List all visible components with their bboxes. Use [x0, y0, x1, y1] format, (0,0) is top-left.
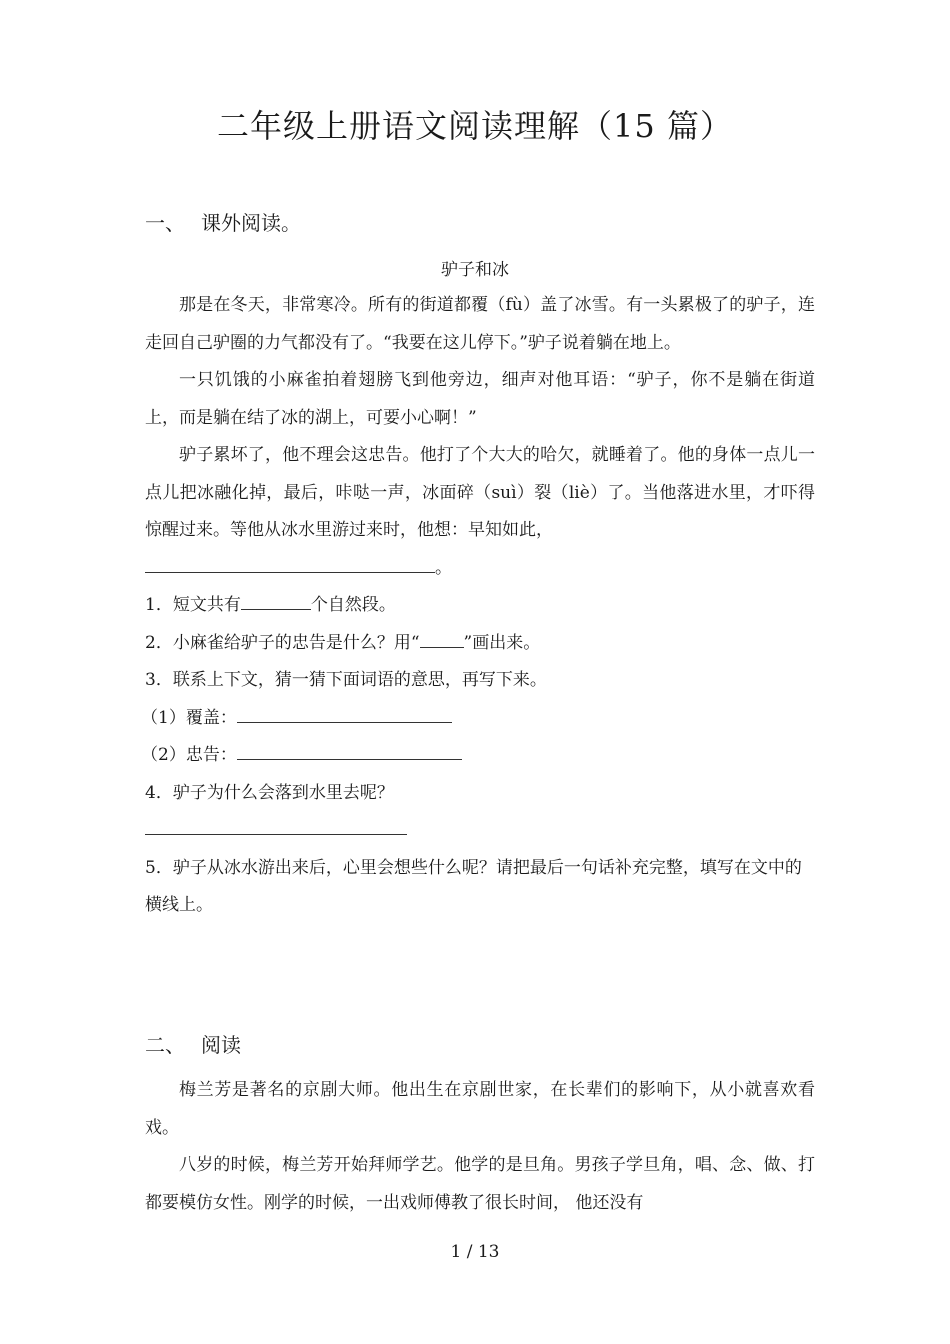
- question-3a: [141, 700, 815, 738]
- section-2-passage: [145, 1072, 815, 1222]
- question-5: 5．驴子从冰水游出来后，心里会想些什么呢？请把最后一句话补充完整，填写在文中的横线上。: [145, 857, 802, 915]
- section-2-paragraph-2: 八岁的时候，梅兰芳开始拜师学艺。他学的是旦角。男孩子学旦角，唱、念、做、打都要模仿女性。刚学的时候，一出戏师傅教了很长时间， 他还没有: [145, 1155, 815, 1213]
- fill-in-blank-ending[interactable]: [145, 552, 435, 573]
- document-title: 二年级上册语文阅读理解（15 篇）: [217, 107, 733, 145]
- question-2-suffix: ”画出来。: [463, 632, 541, 653]
- question-3b: [141, 737, 815, 775]
- question-4: 4．驴子为什么会落到水里去呢？: [145, 782, 394, 803]
- section-2-title: 阅读: [201, 1033, 241, 1057]
- passage-paragraph-2: 一只饥饿的小麻雀拍着翅膀飞到他旁边，细声对他耳语：“驴子，你不是躺在街道上，而是躺在结了冰的湖上，可要小心啊！”: [145, 370, 815, 428]
- question-3b-label: （2）忠告：: [141, 745, 237, 765]
- question-3b-blank[interactable]: [237, 739, 462, 760]
- question-1-prefix: 1．短文共有: [145, 595, 241, 615]
- passage-end-mark: 。: [435, 557, 452, 578]
- passage-blank-line: [145, 550, 815, 588]
- question-1-suffix: 个自然段。: [310, 595, 396, 615]
- passage-paragraph-1: 那是在冬天，非常寒冷。所有的街道都覆（fù）盖了冰雪。有一头累极了的驴子，连走回自己驴圈的力气都没有了。“我要在这儿停下。”驴子说着躺在地上。: [145, 295, 815, 353]
- question-3a-blank[interactable]: [237, 702, 452, 723]
- question-2-prefix: 2．小麻雀给驴子的忠告是什么？用“: [145, 632, 420, 653]
- question-3: 3．联系上下文，猜一猜下面词语的意思，再写下来。: [145, 670, 547, 690]
- question-2-blank[interactable]: [420, 627, 464, 648]
- section-1-number: 一、: [145, 211, 185, 235]
- question-3a-label: （1）覆盖：: [141, 707, 237, 728]
- section-1-heading: [145, 208, 301, 238]
- question-1: [145, 587, 815, 625]
- story-title: 驴子和冰: [441, 260, 509, 280]
- passage-paragraph-3: 驴子累坏了，他不理会这忠告。他打了个大大的哈欠，就睡着了。他的身体一点儿一点儿把冰融化掉，最后，咔哒一声，冰面碎（suì）裂（liè）了。当他落进水里，才吓得惊醒过来。等他从冰水里游过来时，他想：早知如此，: [145, 445, 815, 540]
- section-2-paragraph-1: 梅兰芳是著名的京剧大师。他出生在京剧世家，在长辈们的影响下，从小就喜欢看戏。: [145, 1080, 815, 1138]
- question-4-blank[interactable]: [145, 814, 407, 835]
- page-number: 1 / 13: [450, 1242, 500, 1262]
- section-2-number: 二、: [145, 1033, 185, 1057]
- section-2-heading: [145, 1030, 241, 1060]
- section-1-title: 课外阅读。: [201, 211, 301, 235]
- question-4-answer: [145, 812, 815, 850]
- section-1-passage: [141, 287, 815, 925]
- question-1-blank[interactable]: [241, 589, 311, 610]
- question-2: [145, 625, 815, 663]
